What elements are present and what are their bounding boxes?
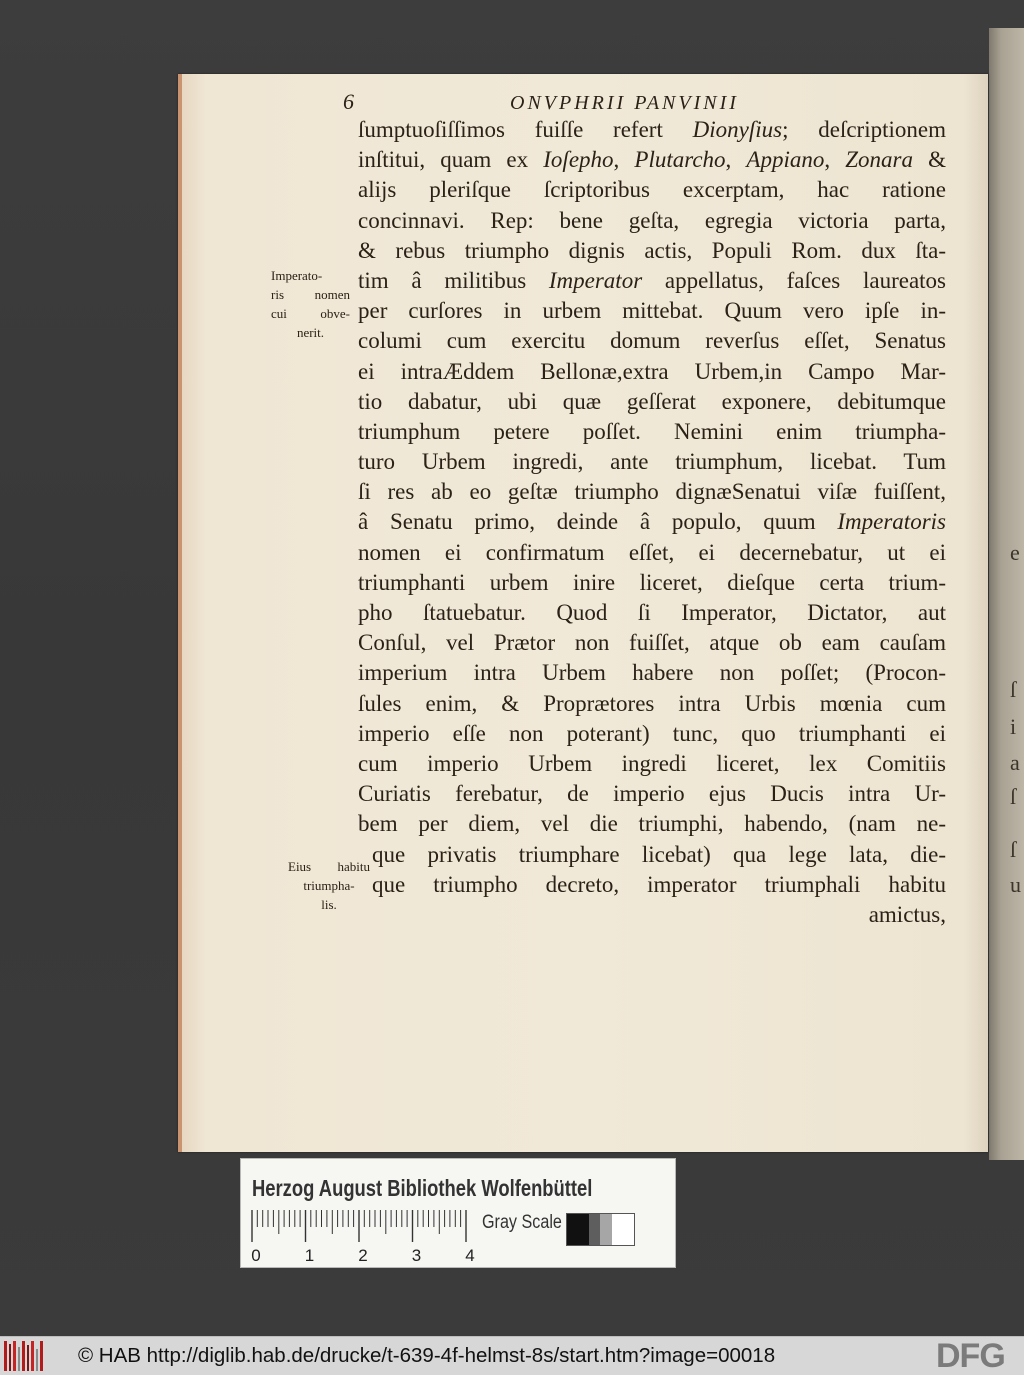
marginal-note-line: ris nomen: [271, 287, 350, 302]
text-line: [358, 206, 946, 236]
text-segment: Curiatis ferebatur, de imperio ejus Ducis intra Ur-: [358, 781, 946, 807]
facing-page-glyph: i: [1010, 714, 1017, 739]
text-line: [358, 236, 946, 266]
text-line: [358, 477, 946, 507]
text-segment: triumphanti urbem inire liceret, dieſque certa trium-: [358, 569, 946, 595]
text-segment: pho ſtatuebatur. Quod ſi Imperator, Dictator, aut: [358, 600, 946, 625]
text-segment: imperium intra Urbem habere non poſſet; (Procon-: [358, 660, 946, 686]
text-line: [358, 357, 946, 387]
gray-swatch: [600, 1214, 612, 1245]
marginal-note-line: nerit.: [296, 325, 325, 340]
gray-scale-swatches: [566, 1213, 635, 1246]
text-line: [358, 719, 946, 749]
text-line: [358, 568, 946, 598]
text-line: [358, 628, 946, 658]
text-line: [358, 689, 946, 719]
facing-page-glyph: u: [1010, 872, 1021, 897]
text-segment: Conſul, vel Prætor non fuiſſet, atque ob eam cauſam: [358, 630, 946, 656]
hab-logo-icon: [4, 1341, 46, 1371]
text-segment: inſtitui, quam ex: [358, 147, 544, 173]
facing-page-glyph: a: [1010, 750, 1020, 775]
marginal-note-line: Eius habitu: [288, 859, 370, 874]
text-line: [358, 658, 946, 688]
text-segment: ſules enim, & Proprætores intra Urbis mœnia cum: [358, 690, 946, 716]
text-segment: per curſores in urbem mittebat. Quum vero ipſe in-: [358, 298, 946, 324]
text-segment: ; deſcriptionem: [782, 117, 946, 142]
text-segment: columi cum exercitu domum reverſus eſſet, Senatus: [358, 328, 946, 354]
text-segment: que privatis triumphare licebat) qua lege lata, die-: [372, 841, 946, 867]
facing-page-glyph: e: [1010, 540, 1020, 565]
text-segment: tim â militibus: [358, 267, 549, 293]
text-line: [358, 175, 946, 205]
text-line: [358, 387, 946, 417]
text-segment: ei intraÆddem Bellonæ,extra Urbem,in Campo Mar-: [358, 358, 946, 384]
text-segment: ſumptuoſiſſimos fuiſſe refert: [358, 117, 693, 142]
marginal-note-line: cui obve-: [271, 306, 350, 321]
text-segment: concinnavi. Rep: bene geſta, egregia victoria parta,: [358, 207, 946, 233]
text-segment: â Senatu primo, deinde â populo, quum: [358, 509, 838, 535]
text-line: [358, 749, 946, 779]
text-segment: alijs pleriſque ſcriptoribus excerptam, hac ratione: [358, 177, 946, 203]
dfg-logo: DFG: [936, 1337, 1005, 1375]
text-segment: tio dabatur, ubi quæ geſſerat exponere, debitumque: [358, 388, 946, 414]
text-segment: amictus,: [868, 901, 946, 927]
text-line: [358, 507, 946, 537]
ruler-number: 0: [251, 1246, 261, 1265]
marginal-note-line: triumpha-: [303, 878, 355, 893]
text-segment: que triumpho decreto, imperator triumphali habitu: [372, 871, 946, 897]
italic-text-segment: Imperatoris: [837, 509, 946, 535]
text-line: [358, 447, 946, 477]
gray-scale-label: Gray Scale: [482, 1212, 562, 1233]
italic-text-segment: Imperator: [548, 267, 643, 293]
text-line: [358, 326, 946, 356]
text-segment: imperio eſſe non poterant) tunc, quo triumphanti ei: [358, 720, 946, 746]
text-segment: cum imperio Urbem ingredi liceret, lex Comitiis: [358, 750, 946, 776]
ruler-number: 1: [304, 1246, 315, 1265]
text-line: [358, 145, 946, 175]
text-line: [358, 840, 946, 870]
text-segment: appellatus, faſces laureatos: [642, 267, 946, 293]
text-line: [358, 538, 946, 568]
ruler-scale: [250, 1208, 475, 1244]
text-line: [358, 417, 946, 447]
text-line: [358, 870, 946, 900]
ruler-number: 4: [465, 1246, 475, 1265]
gray-swatch: [612, 1214, 634, 1245]
main-text-block: [358, 115, 946, 930]
gray-swatch: [567, 1214, 589, 1245]
text-line: [358, 266, 946, 296]
text-segment: turo Urbem ingredi, ante triumphum, licebat. Tum: [358, 449, 946, 475]
text-line: [358, 779, 946, 809]
text-segment: ,: [613, 147, 635, 173]
text-segment: & rebus triumpho dignis actis, Populi Rom. dux ſta-: [358, 237, 946, 263]
text-line: [358, 900, 946, 930]
facing-page-glyph: ſ: [1010, 784, 1017, 809]
text-line: [358, 115, 946, 145]
text-line: [358, 809, 946, 839]
text-segment: ſi res ab eo geſtæ triumpho dignæSenatui viſæ fuiſſent,: [358, 479, 946, 505]
source-url-link[interactable]: © HAB http://diglib.hab.de/drucke/t-639-4f-helmst-8s/start.htm?image=00018: [78, 1344, 776, 1367]
italic-text-segment: Dionyſius: [692, 117, 783, 142]
italic-text-segment: Plutarcho: [634, 147, 726, 173]
ruler-number: 3: [411, 1246, 422, 1265]
gray-swatch: [589, 1214, 600, 1245]
marginal-note: [288, 857, 370, 914]
italic-text-segment: Ioſepho: [543, 147, 614, 173]
text-segment: nomen ei confirmatum eſſet, ei decernebatur, ut ei: [358, 539, 946, 565]
text-segment: ,: [725, 147, 747, 173]
text-segment: triumphum petere poſſet. Nemini enim triumpha-: [358, 418, 946, 444]
marginal-note-line: Imperato-: [271, 268, 323, 283]
text-line: [358, 598, 946, 628]
running-head: ONVPHRII PANVINII: [510, 92, 739, 114]
marginal-note: [271, 266, 350, 342]
text-line: [358, 296, 946, 326]
page-number: 6: [343, 89, 354, 114]
text-segment: bem per diem, vel die triumphi, habendo, (nam ne-: [358, 811, 946, 837]
text-segment: ,: [824, 147, 846, 173]
facing-page-edge: [989, 28, 1024, 1160]
facing-page-glyph: ſ: [1010, 837, 1017, 862]
ruler-number: 2: [358, 1246, 368, 1265]
institution-name: Herzog August Bibliothek Wolfenbüttel: [252, 1175, 593, 1201]
italic-text-segment: Appiano: [746, 147, 825, 173]
facing-page-glyph: ſ: [1010, 677, 1017, 702]
text-segment: &: [913, 147, 946, 173]
italic-text-segment: Zonara: [845, 147, 913, 173]
marginal-note-line: lis.: [321, 897, 337, 912]
